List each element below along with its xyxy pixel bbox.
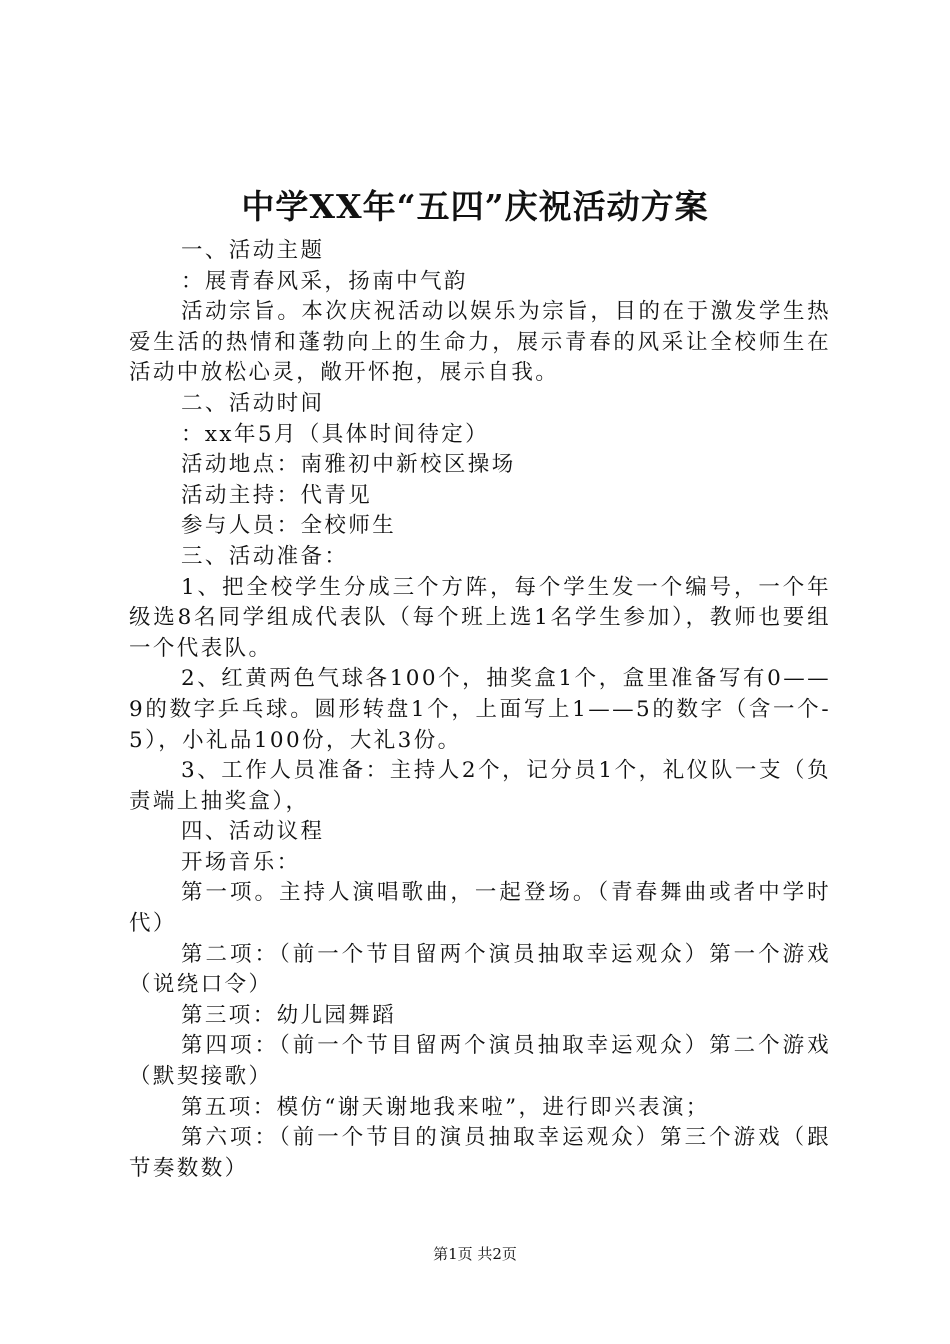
page-footer: 第1页 共2页: [433, 1245, 517, 1263]
agenda-item-1: 第一项。主持人演唱歌曲，一起登场。（青春舞曲或者中学时代）: [129, 880, 831, 937]
host-text: 活动主持：代青见: [181, 482, 373, 508]
section-heading-preparation: 三、活动准备：: [181, 543, 349, 569]
purpose-paragraph: 活动宗旨。本次庆祝活动以娱乐为宗旨，目的在于激发学生热爱生活的热情和蓬勃向上的生命力，展示青春的风采让全校师生在活动中放松心灵，敞开怀抱，展示自我。: [129, 299, 831, 386]
document-title: 中学XX年“五四”庆祝活动方案: [241, 187, 709, 226]
theme-text: ：展青春风采，扬南中气韵: [181, 268, 468, 294]
preparation-item-3: 3、工作人员准备：主持人2个，记分员1个，礼仪队一支（负责端上抽奖盒），: [129, 758, 831, 814]
agenda-item-4: 第四项：（前一个节目留两个演员抽取幸运观众）第二个游戏（默契接歌）: [129, 1033, 831, 1090]
opening-music: 开场音乐：: [181, 849, 301, 875]
agenda-item-3: 第三项：幼儿园舞蹈: [181, 1002, 397, 1028]
agenda-item-6: 第六项：（前一个节目的演员抽取幸运观众）第三个游戏（跟节奏数数）: [129, 1125, 831, 1181]
document-body: [129, 236, 831, 1184]
preparation-item-1: 1、把全校学生分成三个方阵，每个学生发一个编号，一个年级选8名同学组成代表队（每个班上选1名学生参加），教师也要组一个代表队。: [129, 574, 831, 661]
agenda-item-5: 第五项：模仿“谢天谢地我来啦”，进行即兴表演；: [181, 1094, 710, 1120]
participants-text: 参与人员：全校师生: [181, 513, 397, 539]
section-heading-agenda: 四、活动议程: [181, 819, 325, 845]
location-text: 活动地点：南雅初中新校区操场: [181, 452, 516, 478]
time-text: ：xx年5月（具体时间待定）: [181, 421, 490, 447]
section-heading-theme: 一、活动主题: [181, 238, 325, 263]
section-heading-time: 二、活动时间: [181, 390, 325, 416]
preparation-item-2: 2、红黄两色气球各100个，抽奖盒1个，盒里准备写有0——9的数字乒乓球。圆形转盘1个，上面写上1——5的数字（含一个-5），小礼品100份，大礼3份。: [129, 666, 831, 753]
agenda-item-2: 第二项：（前一个节目留两个演员抽取幸运观众）第一个游戏（说绕口令）: [129, 941, 831, 998]
